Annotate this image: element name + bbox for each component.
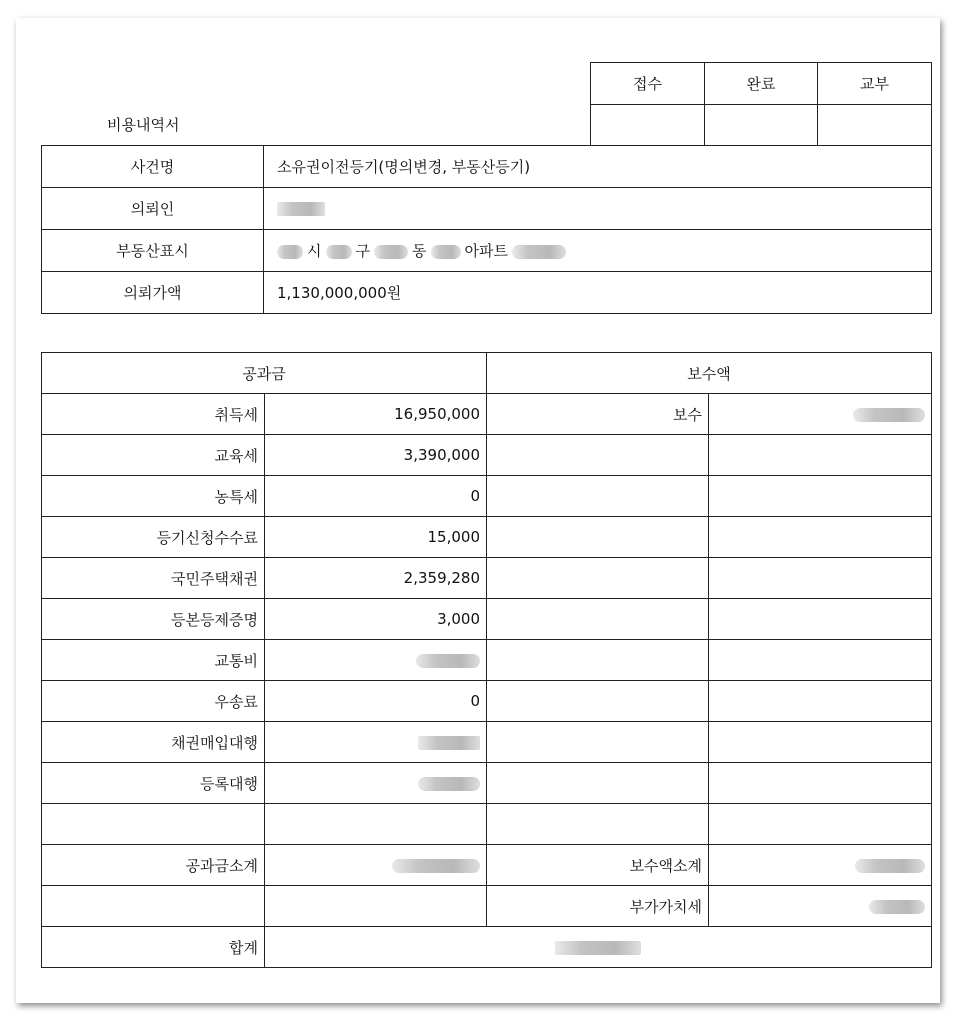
- redacted-amount: [869, 900, 925, 914]
- cost-row-amount: [265, 763, 487, 804]
- redacted-total-amount: [555, 941, 641, 955]
- fee-empty-cell: [487, 804, 709, 845]
- fee-subtotal-amount: [709, 845, 932, 886]
- fee-empty-cell: [487, 476, 709, 517]
- fee-empty-cell: [487, 599, 709, 640]
- document-title: 비용내역서: [107, 116, 180, 134]
- approval-box: [590, 62, 932, 146]
- blank-cell: [265, 804, 487, 845]
- client-label: 의뢰인: [42, 188, 264, 230]
- property-apartment-suffix: 아파트: [464, 242, 508, 260]
- cost-row-amount: 0: [265, 681, 487, 722]
- cost-row-amount: 3,390,000: [265, 435, 487, 476]
- property-neighborhood-suffix: 동: [412, 242, 427, 260]
- blank-cell: [265, 886, 487, 927]
- redacted-amount: [416, 654, 480, 668]
- fee-empty-cell: [487, 640, 709, 681]
- property-district-suffix: 구: [355, 242, 370, 260]
- fee-empty-cell: [709, 681, 932, 722]
- fee-empty-cell: [487, 681, 709, 722]
- approval-issued-header: 교부: [818, 63, 932, 105]
- cost-row-label: 채권매입대행: [42, 722, 265, 763]
- cost-row-amount: 0: [265, 476, 487, 517]
- property-value: [264, 230, 932, 272]
- case-name-label: 사건명: [42, 146, 264, 188]
- approval-received-cell[interactable]: [591, 105, 705, 146]
- redacted-neighborhood: [374, 245, 408, 259]
- fee-empty-cell: [709, 804, 932, 845]
- cost-row-label: 교육세: [42, 435, 265, 476]
- public-subtotal-label: 공과금소계: [42, 845, 265, 886]
- cost-row-label: 등기신청수수료: [42, 517, 265, 558]
- cost-row-amount: 2,359,280: [265, 558, 487, 599]
- cost-row-amount: 3,000: [265, 599, 487, 640]
- redacted-amount: [418, 736, 480, 750]
- total-amount: [265, 927, 932, 968]
- cost-row-label: 등본등제증명: [42, 599, 265, 640]
- fee-empty-cell: [487, 763, 709, 804]
- cost-row-amount: 15,000: [265, 517, 487, 558]
- total-label: 합계: [42, 927, 265, 968]
- fee-empty-cell: [487, 722, 709, 763]
- fee-empty-cell: [487, 435, 709, 476]
- fee-empty-cell: [709, 640, 932, 681]
- fee-empty-cell: [709, 517, 932, 558]
- fee-subtotal-label: 보수액소계: [487, 845, 709, 886]
- cost-row-amount: [265, 722, 487, 763]
- fee-empty-cell: [709, 476, 932, 517]
- fee-empty-cell: [487, 517, 709, 558]
- cost-row-label: 우송료: [42, 681, 265, 722]
- cost-row-label: 교통비: [42, 640, 265, 681]
- fee-header: 보수액: [487, 353, 932, 394]
- property-label: 부동산표시: [42, 230, 264, 272]
- price-value: 1,130,000,000원: [264, 272, 932, 314]
- cost-row-label: 취득세: [42, 394, 265, 435]
- redacted-apartment-name: [431, 245, 461, 259]
- property-city-suffix: 시: [307, 242, 322, 260]
- case-name-value: 소유권이전등기(명의변경, 부동산등기): [264, 146, 932, 188]
- fee-empty-cell: [487, 558, 709, 599]
- approval-completed-cell[interactable]: [705, 105, 818, 146]
- fee-empty-cell: [709, 558, 932, 599]
- redacted-client-name: [277, 202, 325, 216]
- fee-label: 보수: [487, 394, 709, 435]
- fee-empty-cell: [709, 722, 932, 763]
- public-subtotal-amount: [265, 845, 487, 886]
- vat-label: 부가가치세: [487, 886, 709, 927]
- case-info-table: [41, 145, 932, 314]
- fee-empty-cell: [709, 763, 932, 804]
- redacted-amount: [855, 859, 925, 873]
- cost-row-amount: [265, 640, 487, 681]
- blank-cell: [42, 804, 265, 845]
- public-charges-header: 공과금: [42, 353, 487, 394]
- client-value: [264, 188, 932, 230]
- fee-empty-cell: [709, 599, 932, 640]
- approval-received-header: 접수: [591, 63, 705, 105]
- cost-row-amount: 16,950,000: [265, 394, 487, 435]
- redacted-unit-number: [512, 245, 566, 259]
- fee-amount: [709, 394, 932, 435]
- redacted-city: [277, 245, 303, 259]
- cost-breakdown-table: [41, 352, 932, 968]
- approval-completed-header: 완료: [705, 63, 818, 105]
- cost-row-label: 등록대행: [42, 763, 265, 804]
- redacted-fee-amount: [853, 408, 925, 422]
- price-label: 의뢰가액: [42, 272, 264, 314]
- blank-cell: [42, 886, 265, 927]
- cost-row-label: 국민주택채권: [42, 558, 265, 599]
- redacted-amount: [392, 859, 480, 873]
- cost-row-label: 농특세: [42, 476, 265, 517]
- vat-amount: [709, 886, 932, 927]
- cost-statement-sheet: [16, 18, 940, 1003]
- fee-empty-cell: [709, 435, 932, 476]
- redacted-amount: [418, 777, 480, 791]
- approval-issued-cell[interactable]: [818, 105, 932, 146]
- redacted-district: [326, 245, 352, 259]
